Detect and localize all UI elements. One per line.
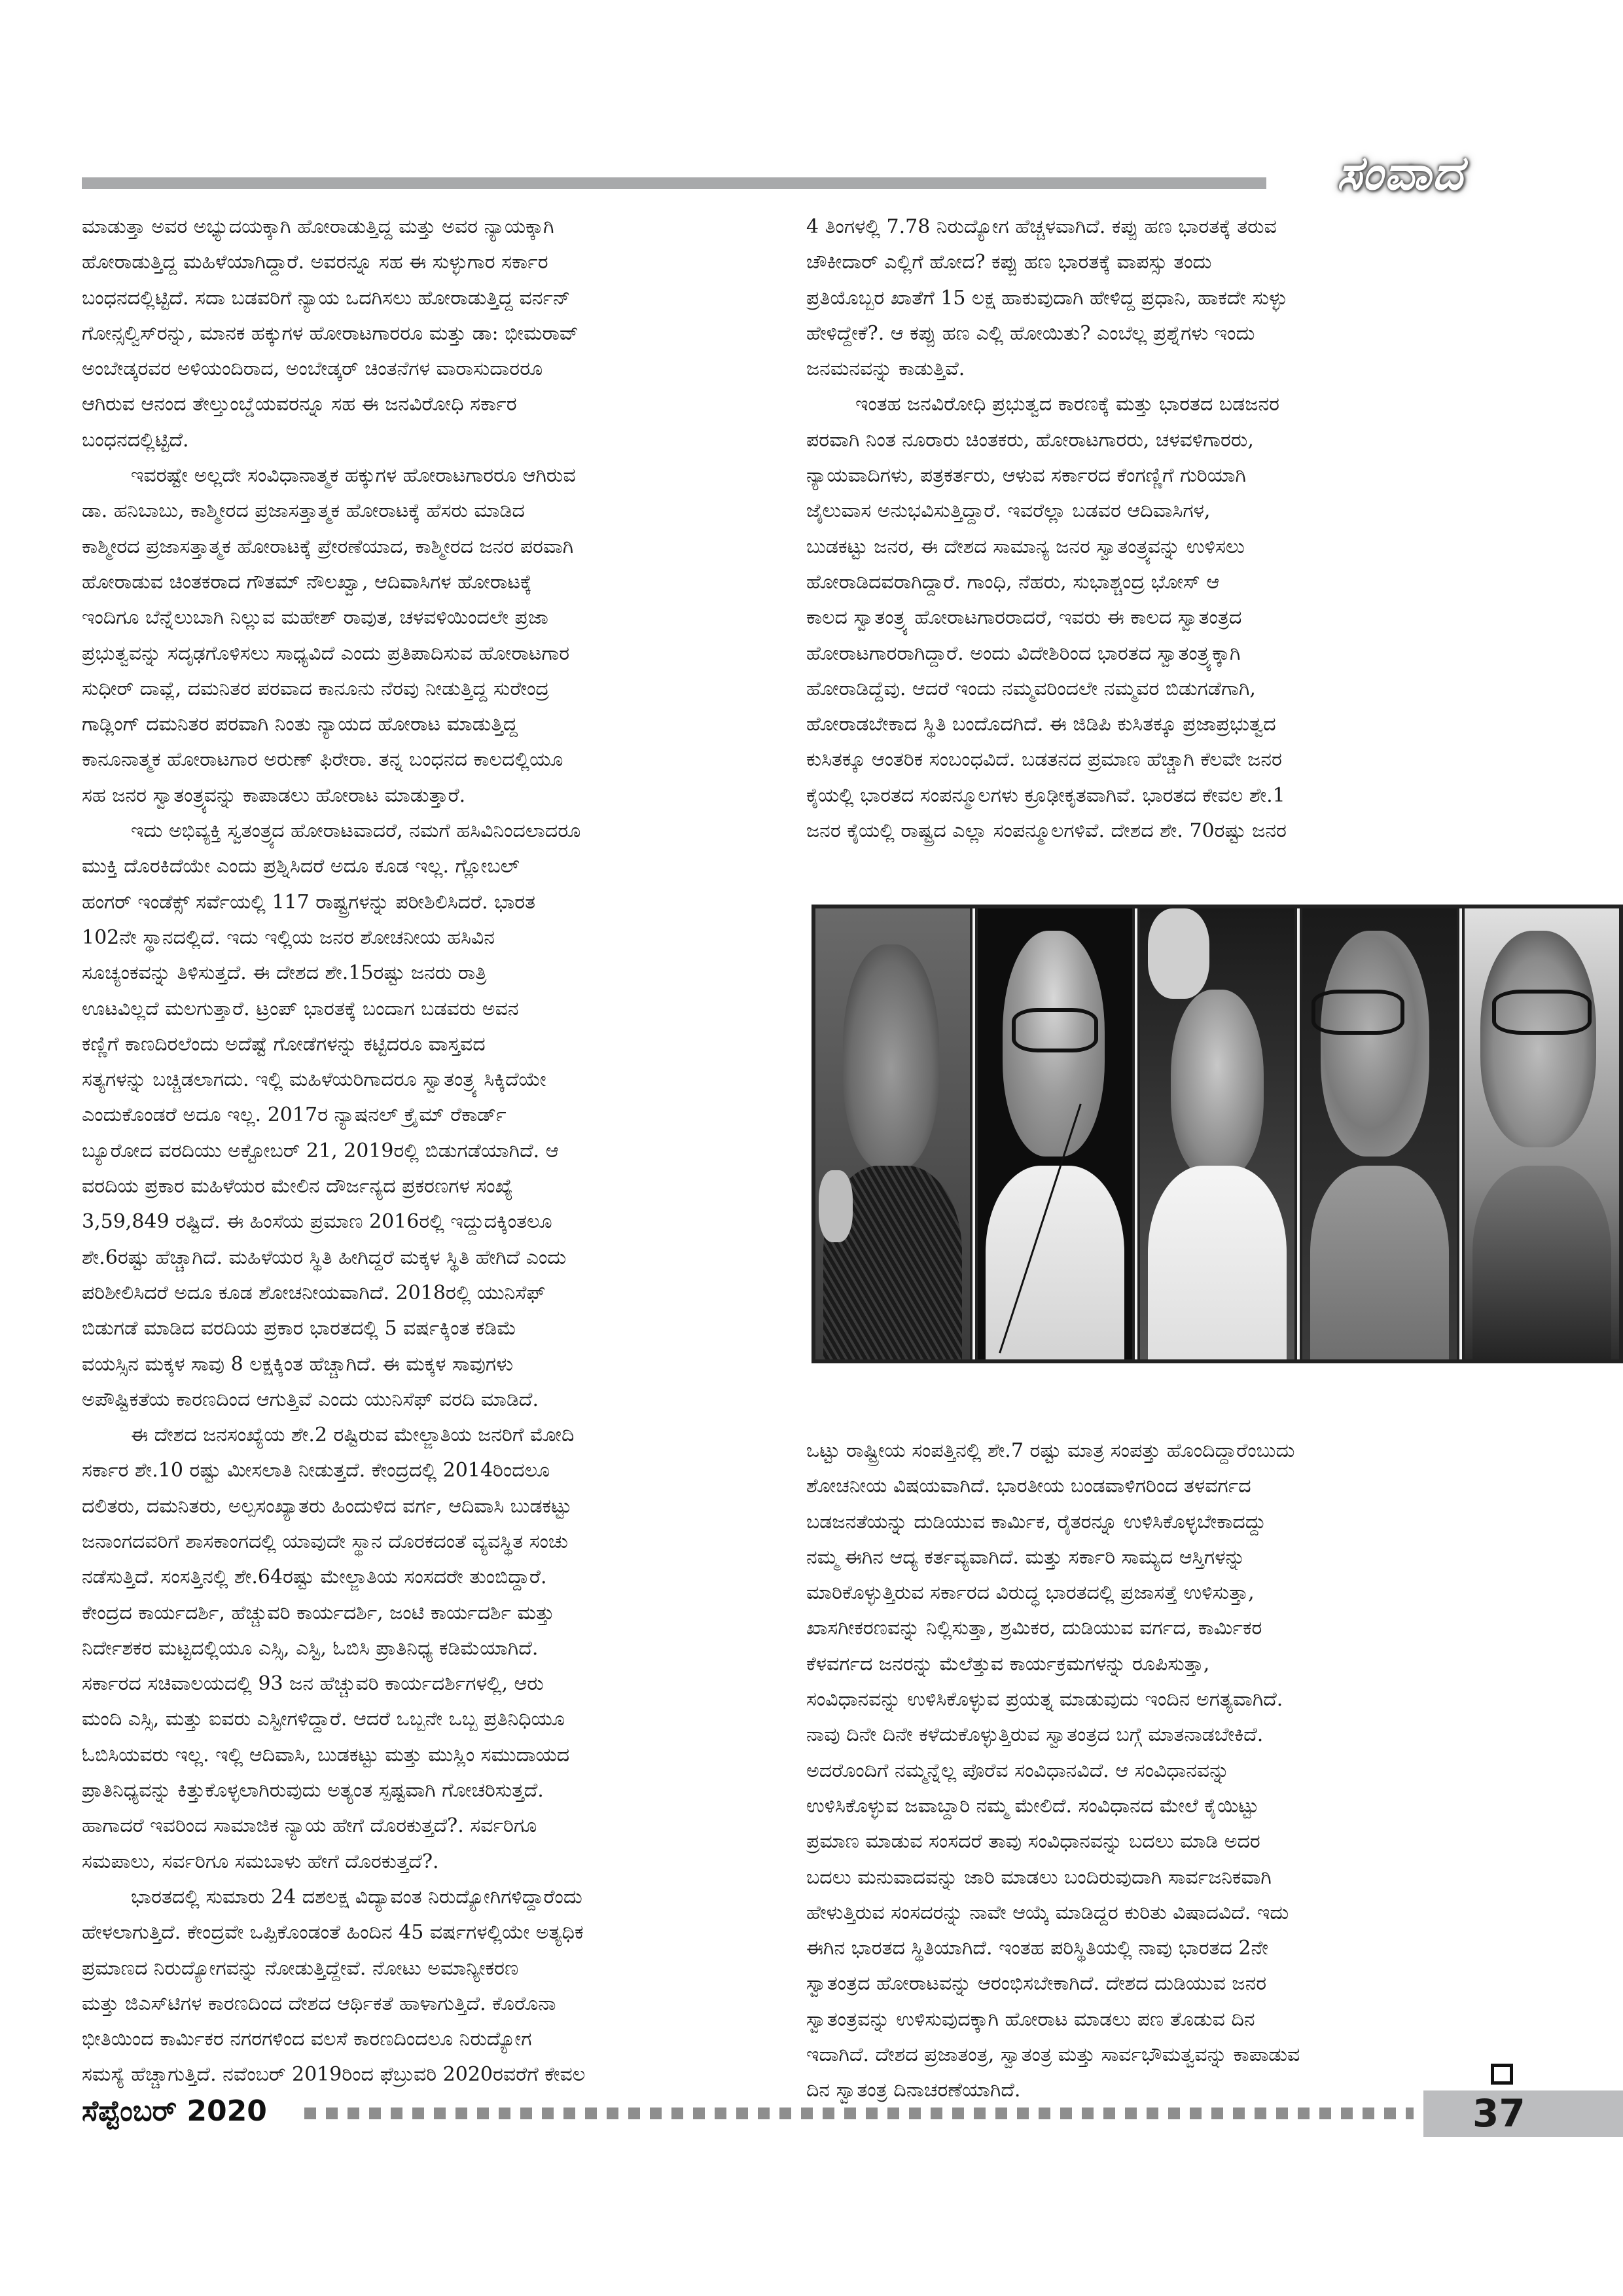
text-line: ಜನರ ಕೈಯಲ್ಲಿ ರಾಷ್ಟ್ರದ ಎಲ್ಲಾ ಸಂಪನ್ಮೂಲಗಳಿವೆ. ದೇಶದ ಶೇ. 70ರಷ್ಟು ಜನರ — [806, 819, 1287, 843]
text-line: ಇದು ಅಭಿವ್ಯಕ್ತಿ ಸ್ವತಂತ್ರ್ಯದ ಹೋರಾಟವಾದರೆ, ನಮಗೆ ಹಸಿವಿನಿಂದಲಾದರೂ — [131, 819, 581, 843]
header-rule — [82, 177, 1266, 189]
magazine-logo: ಸಂವಾದ — [1336, 145, 1465, 200]
text-line: ಬದಲು ಮನುವಾದವನ್ನು ಜಾರಿ ಮಾಡಲು ಬಂದಿರುವುದಾಗಿ ಸಾರ್ವಜನಿಕವಾಗಿ — [806, 1865, 1272, 1889]
text-line: ನಿರ್ದೇಶಕರ ಮಟ್ಟದಲ್ಲಿಯೂ ಎಸ್ಸಿ, ಎಸ್ಟಿ, ಓಬಿಸಿ ಪ್ರಾತಿನಿಧ್ಯ ಕಡಿಮೆಯಾಗಿದೆ. — [82, 1636, 539, 1660]
footer-dotted-rule — [304, 2108, 1414, 2119]
text-line: ಆಗಿರುವ ಆನಂದ ತೇಲ್ತುಂಬ್ಡೆಯವರನ್ನೂ ಸಹ ಈ ಜನವಿರೋಧಿ ಸರ್ಕಾರ — [82, 393, 517, 416]
photo-divider — [1297, 908, 1300, 1359]
text-line: ಬಡಜನತೆಯನ್ನು ದುಡಿಯುವ ಕಾರ್ಮಿಕ, ರೈತರನ್ನೂ ಉಳಿಸಿಕೊಳ್ಳಬೇಕಾದದ್ದು — [806, 1510, 1266, 1534]
text-line: ಭಾರತದಲ್ಲಿ ಸುಮಾರು 24 ದಶಲಕ್ಷ ವಿದ್ಯಾವಂತ ನಿರುದ್ಯೋಗಿಗಳಿದ್ದಾರೆಂದು — [131, 1885, 582, 1909]
article-column-right-bottom — [806, 1433, 1510, 2109]
text-line: ಸರ್ಕಾರದ ಸಚಿವಾಲಯದಲ್ಲಿ 93 ಜನ ಹೆಚ್ಚುವರಿ ಕಾರ್ಯದರ್ಶಿಗಳಲ್ಲಿ, ಆರು — [82, 1672, 544, 1696]
text-line: ಪ್ರತಿಯೊಬ್ಬರ ಖಾತೆಗೆ 15 ಲಕ್ಷ ಹಾಕುವುದಾಗಿ ಹೇಳಿದ್ದ ಪ್ರಧಾನಿ, ಹಾಕದೇ ಸುಳ್ಳು — [806, 286, 1287, 310]
text-line: ಬಿಡುಗಡೆ ಮಾಡಿದ ವರದಿಯ ಪ್ರಕಾರ ಭಾರತದಲ್ಲಿ 5 ವರ್ಷಕ್ಕಿಂತ ಕಡಿಮೆ — [82, 1317, 517, 1340]
text-line: ಊಟವಿಲ್ಲದೆ ಮಲಗುತ್ತಾರೆ. ಟ್ರಂಪ್ ಭಾರತಕ್ಕೆ ಬಂದಾಗ ಬಡವರು ಅವನ — [82, 997, 519, 1020]
portrait-5 — [1465, 908, 1619, 1359]
microphone-icon — [819, 1170, 853, 1242]
article-end-mark-icon — [1491, 2064, 1513, 2085]
text-line: ಹೋರಾಡುವ ಚಿಂತಕರಾದ ಗೌತಮ್ ನೌಲಖ್ವಾ, ಆದಿವಾಸಿಗಳ ಹೋರಾಟಕ್ಕೆ — [82, 570, 532, 594]
text-line: ಶೇ.6ರಷ್ಟು ಹೆಚ್ಚಾಗಿದೆ. ಮಹಿಳೆಯರ ಸ್ಥಿತಿ ಹೀಗಿದ್ದರೆ ಮಕ್ಕಳ ಸ್ಥಿತಿ ಹೇಗಿದೆ ಎಂದು — [82, 1246, 567, 1269]
article-paragraph — [82, 458, 766, 814]
text-line: ಕಣ್ಣಿಗೆ ಕಾಣದಿರಲೆಂದು ಅದೆಷ್ಟೆ ಗೋಡೆಗಳನ್ನು ಕಟ್ಟಿದರೂ ವಾಸ್ತವದ — [82, 1032, 486, 1056]
article-paragraph — [82, 209, 766, 458]
article-paragraph — [82, 1880, 766, 2093]
text-line: ಇಂತಹ ಜನವಿರೋಧಿ ಪ್ರಭುತ್ವದ ಕಾರಣಕ್ಕೆ ಮತ್ತು ಭಾರತದ ಬಡಜನರ — [855, 393, 1280, 416]
article-paragraph — [806, 209, 1510, 387]
text-line: ಸ್ವಾತಂತ್ರದ ಹೋರಾಟವನ್ನು ಆರಂಭಿಸಬೇಕಾಗಿದೆ. ದೇಶದ ದುಡಿಯುವ ಜನರ — [806, 1972, 1267, 1996]
article-column-left — [82, 209, 766, 2093]
text-line: ಓಬಿಸಿಯವರು ಇಲ್ಲ. ಇಲ್ಲಿ ಆದಿವಾಸಿ, ಬುಡಕಟ್ಟು ಮತ್ತು ಮುಸ್ಲಿಂ ಸಮುದಾಯದ — [82, 1743, 570, 1767]
text-line: ಪ್ರಾತಿನಿಧ್ಯವನ್ನು ಕಿತ್ತುಕೊಳ್ಳಲಾಗಿರುವುದು ಅತ್ಯಂತ ಸ್ಪಷ್ಟವಾಗಿ ಗೋಚರಿಸುತ್ತದೆ. — [82, 1779, 544, 1803]
text-line: ಉಳಿಸಿಕೊಳ್ಳುವ ಜವಾಬ್ದಾರಿ ನಮ್ಮ ಮೇಲಿದೆ. ಸಂವಿಧಾನದ ಮೇಲೆ ಕೈಯಿಟ್ಟು — [806, 1794, 1259, 1818]
text-line: ಹಂಗರ್ ಇಂಡೆಕ್ಸ್ ಸರ್ವೆಯಲ್ಲಿ 117 ರಾಷ್ಟ್ರಗಳನ್ನು ಪರೀಶಿಲಿಸಿದರೆ. ಭಾರತ — [82, 890, 536, 914]
portrait-4 — [1302, 908, 1457, 1359]
text-line: ಬಂಧನದಲ್ಲಿಟ್ಟಿದೆ. ಸದಾ ಬಡವರಿಗೆ ನ್ಯಾಯ ಒದಗಿಸಲು ಹೋರಾಡುತ್ತಿದ್ದ ವರ್ನನ್ — [82, 286, 571, 310]
text-line: ಖಾಸಗೀಕರಣವನ್ನು ನಿಲ್ಲಿಸುತ್ತಾ, ಶ್ರಮಿಕರ, ದುಡಿಯುವ ವರ್ಗದ, ಕಾರ್ಮಿಕರ — [806, 1617, 1262, 1640]
text-line: ಅಪೌಷ್ಟಿಕತೆಯ ಕಾರಣದಿಂದ ಆಗುತ್ತಿವೆ ಎಂದು ಯುನಿಸೆಫ್ ವರದಿ ಮಾಡಿದೆ. — [82, 1388, 539, 1411]
portrait-1 — [815, 908, 970, 1359]
text-line: ಈಗಿನ ಭಾರತದ ಸ್ಥಿತಿಯಾಗಿದೆ. ಇಂತಹ ಪರಿಸ್ಥಿತಿಯಲ್ಲಿ ನಾವು ಭಾರತದ 2ನೇ — [806, 1937, 1268, 1960]
text-line: ಹಾಗಾದರೆ ಇವರಿಂದ ಸಾಮಾಜಿಕ ನ್ಯಾಯ ಹೇಗೆ ದೊರಕುತ್ತದೆ?. ಸರ್ವರಿಗೂ — [82, 1814, 537, 1838]
text-line: ಗೋನ್ಸಲ್ವಿಸ್‌ರನ್ನು, ಮಾನಕ ಹಕ್ಕುಗಳ ಹೋರಾಟಗಾರರೂ ಮತ್ತು ಡಾ: ಭೀಮರಾವ್ — [82, 321, 579, 345]
text-line: ಕೇಂದ್ರದ ಕಾರ್ಯದರ್ಶಿ, ಹೆಚ್ಚುವರಿ ಕಾರ್ಯದರ್ಶಿ, ಜಂಟಿ ಕಾರ್ಯದರ್ಶಿ ಮತ್ತು — [82, 1601, 555, 1624]
text-line: ಹೋರಾಡಬೇಕಾದ ಸ್ಥಿತಿ ಬಂದೊದಗಿದೆ. ಈ ಜಿಡಿಪಿ ಕುಸಿತಕ್ಕೂ ಪ್ರಜಾಪ್ರಭುತ್ವದ — [806, 713, 1276, 736]
text-line: ಹೇಳಿದ್ದೇಕೆ?. ಆ ಕಪ್ಪು ಹಣ ಎಲ್ಲಿ ಹೋಯಿತು? ಎಂಬೆಲ್ಲ ಪ್ರಶ್ನೆಗಳು ಇಂದು — [806, 321, 1255, 345]
portrait-2 — [978, 908, 1132, 1359]
text-line: ಶೋಚನೀಯ ವಿಷಯವಾಗಿದೆ. ಭಾರತೀಯ ಬಂಡವಾಳಿಗರಿಂದ ತಳವರ್ಗದ — [806, 1475, 1251, 1498]
text-line: ಅಂಬೇಡ್ಕರವರ ಅಳಿಯಂದಿರಾದ, ಅಂಬೇಡ್ಕರ್ ಚಿಂತನೆಗಳ ವಾರಾಸುದಾರರೂ — [82, 357, 543, 381]
text-line: ಇಂದಿಗೂ ಬೆನ್ನೆಲುಬಾಗಿ ನಿಲ್ಲುವ ಮಹೇಶ್ ರಾವುತ, ಚಳವಳಿಯಿಂದಲೇ ಪ್ರಜಾ — [82, 606, 548, 630]
text-line: ಜನಾಂಗದವರಿಗೆ ಶಾಸಕಾಂಗದಲ್ಲಿ ಯಾವುದೇ ಸ್ಥಾನ ದೊರಕದಂತೆ ವ್ಯವಸ್ಥಿತ ಸಂಚು — [82, 1530, 568, 1553]
portrait-3 — [1140, 908, 1294, 1359]
article-paragraph — [82, 1418, 766, 1880]
photo-divider — [1459, 908, 1462, 1359]
text-line: ವಯಸ್ಸಿನ ಮಕ್ಕಳ ಸಾವು 8 ಲಕ್ಷಕ್ಕಿಂತ ಹೆಚ್ಚಾಗಿದೆ. ಈ ಮಕ್ಕಳ ಸಾವುಗಳು — [82, 1352, 513, 1376]
text-line: ಸರ್ಕಾರ ಶೇ.10 ರಷ್ಟು ಮೀಸಲಾತಿ ನೀಡುತ್ತದೆ. ಕೇಂದ್ರದಲ್ಲಿ 2014ರಿಂದಲೂ — [82, 1459, 550, 1482]
text-line: ಭೀತಿಯಿಂದ ಕಾರ್ಮಿಕರ ನಗರಗಳಿಂದ ವಲಸೆ ಕಾರಣದಿಂದಲೂ ನಿರುದ್ಯೋಗ — [82, 2028, 532, 2051]
text-line: ದಿನ ಸ್ವಾತಂತ್ರ ದಿನಾಚರಣೆಯಾಗಿದೆ. — [806, 2079, 1021, 2102]
text-line: ಎಂದುಕೊಂಡರೆ ಅದೂ ಇಲ್ಲ. 2017ರ ನ್ಯಾಷನಲ್ ಕ್ರೈಮ್ ರೆಕಾರ್ಡ್ — [82, 1103, 507, 1127]
text-line: ಒಟ್ಟು ರಾಷ್ಟ್ರೀಯ ಸಂಪತ್ತಿನಲ್ಲಿ ಶೇ.7 ರಷ್ಟು ಮಾತ್ರ ಸಂಪತ್ತು ಹೊಂದಿದ್ದಾರೆಂಬುದು — [806, 1439, 1295, 1462]
text-line: ಇವರಷ್ಟೇ ಅಲ್ಲದೇ ಸಂವಿಧಾನಾತ್ಮಕ ಹಕ್ಕುಗಳ ಹೋರಾಟಗಾರರೂ ಆಗಿರುವ — [131, 464, 576, 488]
text-line: ಸಹ ಜನರ ಸ್ವಾತಂತ್ರ್ಯವನ್ನು ಕಾಪಾಡಲು ಹೋರಾಟ ಮಾಡುತ್ತಾರೆ. — [82, 783, 466, 807]
text-line: ನ್ಯಾಯವಾದಿಗಳು, ಪತ್ರಕರ್ತರು, ಆಳುವ ಸರ್ಕಾರದ ಕೆಂಗಣ್ಣಿಗೆ ಗುರಿಯಾಗಿ — [806, 464, 1246, 488]
text-line: ಅದರೊಂದಿಗೆ ನಮ್ಮನ್ನೆಲ್ಲ ಪೊರೆವ ಸಂವಿಧಾನವಿದೆ. ಆ ಸಂವಿಧಾನವನ್ನು — [806, 1759, 1230, 1782]
text-line: ವರದಿಯ ಪ್ರಕಾರ ಮಹಿಳೆಯರ ಮೇಲಿನ ದೌರ್ಜನ್ಯದ ಪ್ರಕರಣಗಳ ಸಂಖ್ಯೆ — [82, 1175, 513, 1198]
text-line: ಪ್ರಭುತ್ವವನ್ನು ಸದೃಢಗೊಳಿಸಲು ಸಾಧ್ಯವಿದೆ ಎಂದು ಪ್ರತಿಪಾದಿಸುವ ಹೋರಾಟಗಾರ — [82, 641, 570, 665]
text-line: ಮಂದಿ ಎಸ್ಸಿ, ಮತ್ತು ಐವರು ಎಸ್ಟೀಗಳಿದ್ದಾರೆ. ಆದರೆ ಒಬ್ಬನೇ ಒಬ್ಬ ಪ್ರತಿನಿಧಿಯೂ — [82, 1708, 565, 1731]
issue-date: ಸೆಪ್ಟೆಂಬರ್ 2020 — [82, 2094, 267, 2128]
text-line: ಹೋರಾಡಿದವರಾಗಿದ್ದಾರೆ. ಗಾಂಧಿ, ನೆಹರು, ಸುಭಾಶ್ಚಂದ್ರ ಭೋಸ್ ಆ — [806, 570, 1220, 594]
text-line: ಚೌಕೀದಾರ್ ಎಲ್ಲಿಗೆ ಹೋದ? ಕಪ್ಪು ಹಣ ಭಾರತಕ್ಕೆ ವಾಪಸ್ಸು ತಂದು — [806, 251, 1212, 274]
text-line: ದಲಿತರು, ದಮನಿತರು, ಅಲ್ಪಸಂಖ್ಯಾತರು ಹಿಂದುಳಿದ ವರ್ಗ, ಆದಿವಾಸಿ ಬುಡಕಟ್ಟು — [82, 1494, 572, 1518]
text-line: ಹೇಳಲಾಗುತ್ತಿದೆ. ಕೇಂದ್ರವೇ ಒಪ್ಪಿಕೊಂಡಂತೆ ಹಿಂದಿನ 45 ವರ್ಷಗಳಲ್ಲಿಯೇ ಅತ್ಯಧಿಕ — [82, 1921, 584, 1945]
text-line: ನಾವು ದಿನೇ ದಿನೇ ಕಳೆದುಕೊಳ್ಳುತ್ತಿರುವ ಸ್ವಾತಂತ್ರದ ಬಗ್ಗೆ ಮಾತನಾಡಬೇಕಿದೆ. — [806, 1723, 1264, 1747]
raised-fist — [1148, 908, 1209, 999]
text-line: ಪ್ರಮಾಣ ಮಾಡುವ ಸಂಸದರೆ ತಾವು ಸಂವಿಧಾನವನ್ನು ಬದಲು ಮಾಡಿ ಅದರ — [806, 1830, 1260, 1854]
text-line: ಇದಾಗಿದೆ. ದೇಶದ ಪ್ರಜಾತಂತ್ರ, ಸ್ವಾತಂತ್ರ ಮತ್ತು ಸಾರ್ವಭೌಮತ್ವವನ್ನು ಕಾಪಾಡುವ — [806, 2043, 1300, 2067]
text-line: ಸಂವಿಧಾನವನ್ನು ಉಳಿಸಿಕೊಳ್ಳುವ ಪ್ರಯತ್ನ ಮಾಡುವುದು ಇಂದಿನ ಅಗತ್ಯವಾಗಿದೆ. — [806, 1688, 1283, 1712]
text-line: ಹೋರಾಟಗಾರರಾಗಿದ್ದಾರೆ. ಅಂದು ವಿದೇಶಿರಿಂದ ಭಾರತದ ಸ್ವಾತಂತ್ರ್ಯಕ್ಕಾಗಿ — [806, 641, 1241, 665]
text-line: ಸ್ವಾತಂತ್ರವನ್ನು ಉಳಿಸುವುದಕ್ಕಾಗಿ ಹೋರಾಟ ಮಾಡಲು ಪಣ ತೊಡುವ ದಿನ — [806, 2007, 1255, 2031]
text-line: ಬುಡಕಟ್ಟು ಜನರ, ಈ ದೇಶದ ಸಾಮಾನ್ಯ ಜನರ ಸ್ವಾತಂತ್ರ್ಯವನ್ನು ಉಳಿಸಲು — [806, 535, 1245, 558]
text-line: ಜನಮನವನ್ನು ಕಾಡುತ್ತಿವೆ. — [806, 357, 965, 381]
article-column-right-top — [806, 209, 1510, 849]
photo-divider — [1135, 908, 1137, 1359]
text-line: ಬ್ಯೂರೋದ ವರದಿಯು ಅಕ್ಟೋಬರ್ 21, 2019ರಲ್ಲಿ ಬಿಡುಗಡೆಯಾಗಿದೆ. ಆ — [82, 1139, 559, 1162]
text-line: ಮುಕ್ತಿ ದೊರಕಿದೆಯೇ ಎಂದು ಪ್ರಶ್ನಿಸಿದರೆ ಅದೂ ಕೂಡ ಇಲ್ಲ. ಗ್ಲೋಬಲ್ — [82, 855, 520, 878]
page-number-box — [1423, 2090, 1623, 2137]
text-line: ಮಾರಿಕೊಳ್ಳುತ್ತಿರುವ ಸರ್ಕಾರದ ವಿರುದ್ಧ ಭಾರತದಲ್ಲಿ ಪ್ರಜಾಸತ್ತೆ ಉಳಿಸುತ್ತಾ, — [806, 1581, 1255, 1605]
text-line: ಹೋರಾಡುತ್ತಿದ್ದ ಮಹಿಳೆಯಾಗಿದ್ದಾರೆ. ಅವರನ್ನೂ ಸಹ ಈ ಸುಳ್ಳುಗಾರ ಸರ್ಕಾರ — [82, 251, 548, 274]
text-line: ಹೇಳುತ್ತಿರುವ ಸಂಸದರನ್ನು ನಾವೇ ಆಯ್ಕೆ ಮಾಡಿದ್ದರ ಕುರಿತು ವಿಷಾದವಿದೆ. ಇದು — [806, 1901, 1289, 1924]
text-line: ಈ ದೇಶದ ಜನಸಂಖ್ಯೆಯ ಶೇ.2 ರಷ್ಟಿರುವ ಮೇಲ್ಜಾತಿಯ ಜನರಿಗೆ ಮೋದಿ — [131, 1424, 575, 1447]
text-line: ಸತ್ಯಗಳನ್ನು ಬಚ್ಚಿಡಲಾಗದು. ಇಲ್ಲಿ ಮಹಿಳೆಯರಿಗಾದರೂ ಸ್ವಾತಂತ್ರ್ಯ ಸಿಕ್ಕಿದೆಯೇ — [82, 1068, 546, 1092]
text-line: ಕಾನೂನಾತ್ಮಕ ಹೋರಾಟಗಾರ ಅರುಣ್ ಫಿರೇರಾ. ತನ್ನ ಬಂಧನದ ಕಾಲದಲ್ಲಿಯೂ — [82, 748, 563, 772]
activists-photo-collage — [812, 905, 1623, 1363]
text-line: ಸಮಸ್ಯೆ ಹೆಚ್ಚಾಗುತ್ತಿದೆ. ನವೆಂಬರ್ 2019ರಿಂದ ಫೆಬ್ರುವರಿ 2020ರವರೆಗೆ ಕೇವಲ — [82, 2063, 586, 2087]
text-line: ಮಾಡುತ್ತಾ ಅವರ ಅಭ್ಯುದಯಕ್ಕಾಗಿ ಹೋರಾಡುತ್ತಿದ್ದ ಮತ್ತು ಅವರ ನ್ಯಾಯಕ್ಕಾಗಿ — [82, 215, 554, 238]
text-line: ಸಮಪಾಲು, ಸರ್ವರಿಗೂ ಸಮಬಾಳು ಹೇಗೆ ದೊರಕುತ್ತದೆ?. — [82, 1850, 439, 1873]
article-paragraph — [806, 387, 1510, 849]
text-line: ಕುಸಿತಕ್ಕೂ ಆಂತರಿಕ ಸಂಬಂಧವಿದೆ. ಬಡತನದ ಪ್ರಮಾಣ ಹೆಚ್ಚಾಗಿ ಕೆಲವೇ ಜನರ — [806, 748, 1282, 772]
text-line: ನಮ್ಮ ಈಗಿನ ಆದ್ಯ ಕರ್ತವ್ಯವಾಗಿದೆ. ಮತ್ತು ಸರ್ಕಾರಿ ಸಾಮ್ಯದ ಆಸ್ತಿಗಳನ್ನು — [806, 1545, 1245, 1569]
page-number: 37 — [1472, 2091, 1525, 2136]
text-line: ಸುಧೀರ್ ದಾವ್ಲೆ, ದಮನಿತರ ಪರವಾದ ಕಾನೂನು ನೆರವು ನೀಡುತ್ತಿದ್ದ ಸುರೇಂದ್ರ — [82, 677, 550, 700]
text-line: ಕಾಲದ ಸ್ವಾತಂತ್ರ್ಯ ಹೋರಾಟಗಾರರಾದರೆ, ಇವರು ಈ ಕಾಲದ ಸ್ವಾತಂತ್ರದ — [806, 606, 1242, 630]
text-line: ಜೈಲುವಾಸ ಅನುಭವಿಸುತ್ತಿದ್ದಾರೆ. ಇವರೆಲ್ಲಾ ಬಡವರ ಆದಿವಾಸಿಗಳ, — [806, 499, 1211, 523]
photo-divider — [972, 908, 975, 1359]
text-line: 3,59,849 ರಷ್ಟಿದೆ. ಈ ಹಿಂಸೆಯ ಪ್ರಮಾಣ 2016ರಲ್ಲಿ ಇದ್ದುದಕ್ಕಿಂತಲೂ — [82, 1210, 552, 1234]
text-line: ಕೈಯಲ್ಲಿ ಭಾರತದ ಸಂಪನ್ಮೂಲಗಳು ಕ್ರೂಢೀಕೃತವಾಗಿವೆ. ಭಾರತದ ಕೇವಲ ಶೇ.1 — [806, 783, 1285, 807]
article-paragraph — [806, 1433, 1510, 2109]
text-line: ಹೋರಾಡಿದ್ದೆವು. ಆದರೆ ಇಂದು ನಮ್ಮವರಿಂದಲೇ ನಮ್ಮವರ ಬಿಡುಗಡೆಗಾಗಿ, — [806, 677, 1256, 700]
text-line: ಗಾಡ್ಲಿಂಗ್ ದಮನಿತರ ಪರವಾಗಿ ನಿಂತು ನ್ಯಾಯದ ಹೋರಾಟ ಮಾಡುತ್ತಿದ್ದ — [82, 713, 518, 736]
text-line: ನಡೆಸುತ್ತಿದೆ. ಸಂಸತ್ತಿನಲ್ಲಿ ಶೇ.64ರಷ್ಟು ಮೇಲ್ಜಾತಿಯ ಸಂಸದರೇ ತುಂಬಿದ್ದಾರೆ. — [82, 1566, 547, 1589]
text-line: ಪ್ರಮಾಣದ ನಿರುದ್ಯೋಗವನ್ನು ನೋಡುತ್ತಿದ್ದೇವೆ. ನೋಟು ಅಮಾನ್ಯೀಕರಣ — [82, 1956, 519, 1980]
text-line: ಕಾಶ್ಮೀರದ ಪ್ರಜಾಸತ್ತಾತ್ಮಕ ಹೋರಾಟಕ್ಕೆ ಪ್ರೇರಣೆಯಾದ, ಕಾಶ್ಮೀರದ ಜನರ ಪರವಾಗಿ — [82, 535, 574, 558]
text-line: ಮತ್ತು ಜಿಎಸ್‌ಟಿಗಳ ಕಾರಣದಿಂದ ದೇಶದ ಆರ್ಥಿಕತೆ ಹಾಳಾಗುತ್ತಿದೆ. ಕೊರೊನಾ — [82, 1992, 556, 2015]
article-paragraph — [82, 814, 766, 1418]
text-line: ಪರವಾಗಿ ನಿಂತ ನೂರಾರು ಚಿಂತಕರು, ಹೋರಾಟಗಾರರು, ಚಳವಳಿಗಾರರು, — [806, 428, 1254, 452]
text-line: ಸೂಚ್ಯಂಕವನ್ನು ತಿಳಿಸುತ್ತದೆ. ಈ ದೇಶದ ಶೇ.15ರಷ್ಟು ಜನರು ರಾತ್ರಿ — [82, 961, 487, 985]
text-line: ಪರಿಶೀಲಿಸಿದರೆ ಅದೂ ಕೂಡ ಶೋಚನೀಯವಾಗಿದೆ. 2018ರಲ್ಲಿ ಯುನಿಸೆಫ್ — [82, 1281, 546, 1304]
text-line: ಡಾ. ಹನಿಬಾಬು, ಕಾಶ್ಮೀರದ ಪ್ರಜಾಸತ್ತಾತ್ಮಕ ಹೋರಾಟಕ್ಕೆ ಹೆಸರು ಮಾಡಿದ — [82, 499, 525, 523]
text-line: ಕೆಳವರ್ಗದ ಜನರನ್ನು ಮೆಲೆತ್ತುವ ಕಾರ್ಯಕ್ರಮಗಳನ್ನು ರೂಪಿಸುತ್ತಾ, — [806, 1652, 1210, 1676]
text-line: ಬಂಧನದಲ್ಲಿಟ್ಟಿದೆ. — [82, 428, 189, 452]
text-line: 102ನೇ ಸ್ಥಾನದಲ್ಲಿದೆ. ಇದು ಇಲ್ಲಿಯ ಜನರ ಶೋಚನೀಯ ಹಸಿವಿನ — [82, 925, 495, 949]
text-line: 4 ತಿಂಗಳಲ್ಲಿ 7.78 ನಿರುದ್ಯೋಗ ಹೆಚ್ಚಳವಾಗಿದೆ. ಕಪ್ಪು ಹಣ ಭಾರತಕ್ಕೆ ತರುವ — [806, 215, 1277, 238]
